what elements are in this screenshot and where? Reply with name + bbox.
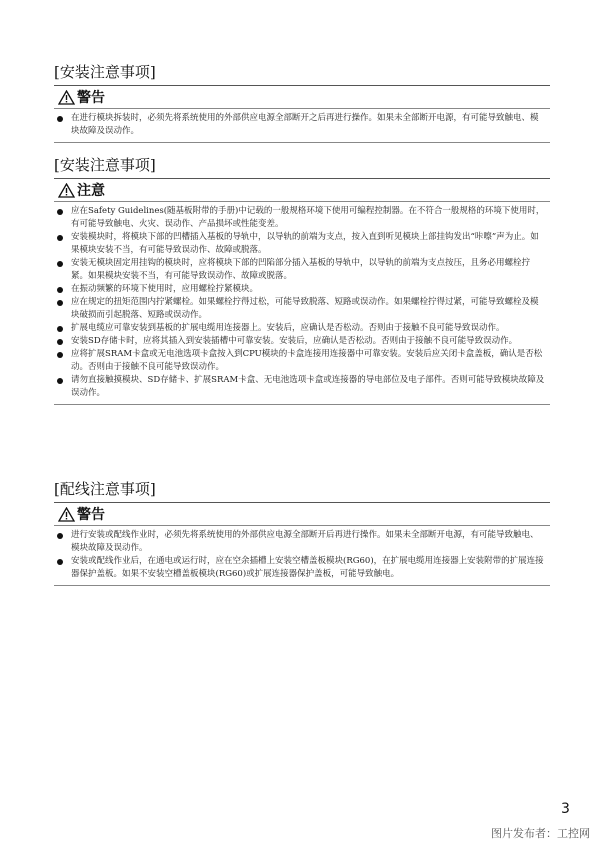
list-item: [54, 231, 550, 257]
item-text: 在振动频繁的环境下使用时，应用螺栓拧紧模块。: [71, 284, 259, 294]
box-label: 警告: [77, 90, 105, 106]
list-item: [54, 296, 550, 322]
bullet-dot-icon: [57, 209, 63, 215]
item-text: 安装模块时，将模块下部的凹槽插入基板的导轨中，以导轨的前端为支点，按入直到听见模块上部挂钩发出“咔嚓”声为止。如果模块安装不当，有可能导致误动作、故障或脱落。: [71, 232, 539, 255]
section-title: [安装注意事项]: [54, 155, 550, 179]
warning-triangle-icon: [58, 90, 75, 105]
bullet-dot-icon: [57, 235, 63, 241]
item-text: 应将扩展SRAM卡盒或无电池选项卡盒按入到CPU模块的卡盒连接用连接器中可靠安装。安装后应关闭卡盒盖板，确认是否松动。否则由于接触不良可能导致误动作。: [71, 349, 543, 372]
item-text: 应在规定的扭矩范围内拧紧螺栓。如果螺栓拧得过松，可能导致脱落、短路或误动作。如果螺栓拧得过紧，可能导致螺栓及模块破损而引起脱落、短路或误动作。: [71, 297, 539, 320]
item-text: 请勿直接触摸模块、SD存储卡、扩展SRAM卡盒、无电池选项卡盒或连接器的导电部位及电子部件。否则可能导致模块故障及误动作。: [71, 375, 545, 398]
section-title: [安装注意事项]: [54, 62, 550, 86]
box-header: [54, 179, 550, 202]
list-item: [54, 205, 550, 231]
bullet-dot-icon: [57, 326, 63, 332]
installation-warning-section: [54, 62, 550, 143]
bullet-dot-icon: [57, 116, 63, 122]
item-text: 在进行模块拆装时，必须先将系统使用的外部供应电源全部断开之后再进行操作。如果未全部断开电源，有可能导致触电、模块故障及误动作。: [71, 113, 539, 136]
page-number: 3: [561, 801, 570, 817]
item-text: 安装无模块固定用挂钩的模块时，应将模块下部的凹陷部分插入基板的导轨中，以导轨的前端为支点按压，且务必用螺栓拧紧。如果模块安装不当，有可能导致误动作、故障或脱落。: [71, 258, 531, 281]
list-item: [54, 283, 550, 296]
warning-box: [54, 86, 550, 143]
bullet-dot-icon: [57, 559, 63, 565]
item-text: 应在Safety Guidelines(随基板附带的手册)中记载的一般规格环境下使用可编程控制器。在不符合一般规格的环境下使用时，有可能导致触电、火灾、误动作、产品损坏或性能变差。: [71, 206, 545, 229]
bullet-dot-icon: [57, 378, 63, 384]
bullet-dot-icon: [57, 300, 63, 306]
watermark: 图片发布者：工控网: [491, 827, 590, 840]
box-label: 警告: [77, 507, 105, 523]
list-item: [54, 257, 550, 283]
bullet-dot-icon: [57, 261, 63, 267]
box-label: 注意: [77, 183, 105, 199]
item-list: [54, 202, 550, 404]
box-header: [54, 86, 550, 109]
warning-triangle-icon: [58, 507, 75, 522]
list-item: [54, 112, 550, 138]
bullet-dot-icon: [57, 339, 63, 345]
list-item: [54, 335, 550, 348]
item-text: 安装或配线作业后，在通电或运行时，应在空余插槽上安装空槽盖板模块(RG60)，在扩展电缆用连接器上安装附带的扩展连接器保护盖板。如果不安装空槽盖板模块(RG60)或扩展连接器保护盖板，可能导致触电。: [71, 556, 544, 579]
item-list: [54, 109, 550, 142]
list-item: [54, 555, 550, 581]
bullet-dot-icon: [57, 352, 63, 358]
installation-caution-section: [54, 155, 550, 405]
caution-box: [54, 179, 550, 405]
bullet-dot-icon: [57, 287, 63, 293]
item-list: [54, 526, 550, 585]
item-text: 进行安装或配线作业时，必须先将系统使用的外部供应电源全部断开后再进行操作。如果未全部断开电源，有可能导致触电、模块故障及误动作。: [71, 530, 539, 553]
box-header: [54, 503, 550, 526]
list-item: [54, 348, 550, 374]
list-item: [54, 529, 550, 555]
wiring-warning-section: [54, 479, 550, 586]
item-text: 安装SD存储卡时，应将其插入到安装插槽中可靠安装。安装后，应确认是否松动。否则由于接触不良可能导致误动作。: [71, 336, 518, 346]
list-item: [54, 374, 550, 400]
warning-triangle-icon: [58, 183, 75, 198]
item-text: 扩展电缆应可靠安装到基板的扩展电缆用连接器上。安装后，应确认是否松动。否则由于接触不良可能导致误动作。: [71, 323, 505, 333]
list-item: [54, 322, 550, 335]
bullet-dot-icon: [57, 533, 63, 539]
warning-box: [54, 503, 550, 586]
section-title: [配线注意事项]: [54, 479, 550, 503]
